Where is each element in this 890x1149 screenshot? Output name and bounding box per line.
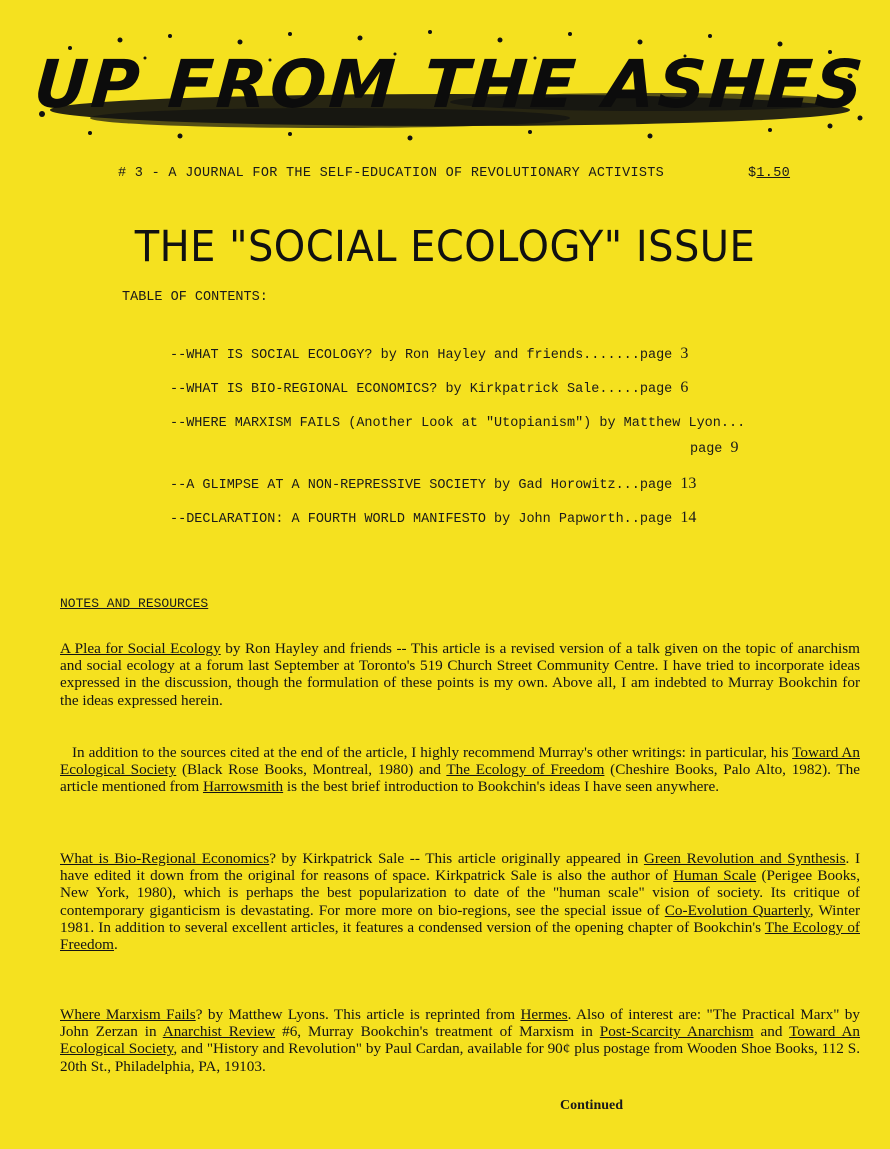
issue-line: # 3 - A JOURNAL FOR THE SELF-EDUCATION OF REVOLUTIONARY ACTIVISTS (118, 166, 665, 181)
toc-page: 9 (730, 439, 739, 456)
article-title: What is Bio-Regional Economics (60, 850, 270, 867)
price-value: 1.50 (756, 166, 791, 181)
toc-item: --WHAT IS SOCIAL ECOLOGY? by Ron Hayley and friends.......page 3 (170, 345, 689, 363)
masthead (30, 18, 870, 148)
article-title: A Plea for Social Ecology (60, 640, 221, 657)
toc-item: --DECLARATION: A FOURTH WORLD MANIFESTO by John Papworth..page 14 (170, 509, 697, 527)
article-title: Where Marxism Fails (60, 1006, 196, 1023)
toc-label: TABLE OF CONTENTS: (122, 290, 268, 305)
note-paragraph: A Plea for Social Ecology by Ron Hayley and friends -- This article is a revised version of a talk given on the topic of anarchism and social ecology at a forum last September at Toronto's 519 Church Street Community Centre. I have tried to incorporate ideas expressed in the discussion, though the formulation of these points is my own. Above all, I am indebted to Murray Bookchin for the ideas expressed herein. (60, 640, 860, 709)
continued-label: Continued (560, 1098, 624, 1113)
price (748, 166, 790, 181)
note-paragraph: What is Bio-Regional Economics? by Kirkpatrick Sale -- This article originally appeared in Green Revolution and Synthesis. I have edited it down from the original for reasons of space. Kirkpatrick Sale is also the author of Human Scale (Perigee Books, New York, 1980), which is perhaps the best popularization to date of the "human scale" vision of society. Its critique of contemporary giganticism is devastating. For more more on bio-regions, see the special issue of Co-Evolution Quarterly, Winter 1981. In addition to several excellent articles, it features a condensed version of the opening chapter of Bookchin's The Ecology of Freedom. (60, 850, 861, 954)
masthead-title: UP FROM THE ASHES (31, 46, 869, 123)
issue-subtitle (118, 166, 791, 181)
toc-page: 3 (680, 345, 689, 362)
price-symbol: $ (748, 166, 757, 181)
notes-heading: NOTES AND RESOURCES (60, 596, 209, 611)
issue-headline: THE "SOCIAL ECOLOGY" ISSUE (134, 222, 756, 272)
toc-page: 6 (680, 379, 689, 396)
toc-page: 13 (680, 475, 697, 492)
note-paragraph: In addition to the sources cited at the end of the article, I highly recommend Murray's other writings: in particular, his Toward An Ecological Society (Black Rose Books, Montreal, 1980) and The Ecology of Freedom (Cheshire Books, Palo Alto, 1982). The article mentioned from Harrowsmith is the best brief introduction to Bookchin's ideas I have seen anywhere. (60, 744, 861, 796)
toc-item: --WHERE MARXISM FAILS (Another Look at "Utopianism") by Matthew Lyon... (170, 416, 746, 431)
note-paragraph: Where Marxism Fails? by Matthew Lyons. This article is reprinted from Hermes. Also of interest are: "The Practical Marx" by John Zerzan in Anarchist Review #6, Murray Bookchin's treatment of Marxism in Post-Scarcity Anarchism and Toward An Ecological Society, and "History and Revolution" by Paul Cardan, available for 90¢ plus postage from Wooden Shoe Books, 112 S. 20th St., Philadelphia, PA, 19103. (60, 1006, 861, 1075)
toc-item: --WHAT IS BIO-REGIONAL ECONOMICS? by Kirkpatrick Sale.....page 6 (170, 379, 689, 397)
toc-item: page 9 (690, 439, 739, 457)
toc-item: --A GLIMPSE AT A NON-REPRESSIVE SOCIETY by Gad Horowitz...page 13 (170, 475, 697, 493)
toc-page: 14 (680, 509, 697, 526)
